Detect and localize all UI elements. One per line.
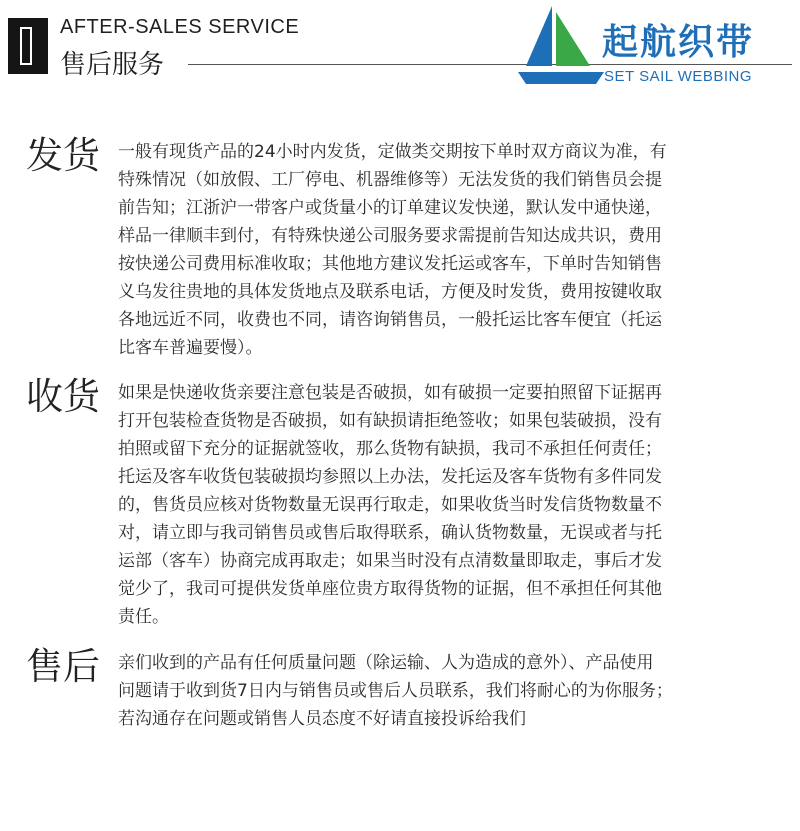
brand-logo	[518, 4, 778, 92]
header-chinese-title: 售后服务	[60, 50, 165, 80]
brand-english-name: SET SAIL WEBBING	[604, 68, 753, 85]
paragraph-line: 问题请于收到货7日内与销售员或售后人员联系，我们将耐心的为你服务；	[118, 681, 673, 701]
paragraph-line: 亲们收到的产品有任何质量问题（除运输、人为造成的意外）、产品使用	[118, 653, 654, 673]
paragraph-line: 对，请立即与我司销售员或售后取得联系，确认货物数量，无误或者与托	[118, 523, 662, 543]
section-title: 发货	[26, 134, 100, 177]
paragraph-line: 拍照或留下充分的证据就签收，那么货物有缺损，我司不承担任何责任；	[118, 439, 662, 459]
paragraph-line: 若沟通存在问题或销售人员态度不好请直接投诉给我们	[118, 709, 526, 729]
paragraph-line: 按快递公司费用标准收取；其他地方建议发托运或客车，下单时告知销售	[118, 254, 662, 274]
section-title: 售后	[26, 645, 100, 688]
sailboat-icon	[518, 4, 608, 92]
paragraph-line: 一般有现货产品的24小时内发货，定做类交期按下单时双方商议为准，有	[118, 142, 667, 162]
header-english-title: AFTER-SALES SERVICE	[60, 16, 300, 38]
section-title: 收货	[26, 375, 100, 418]
paragraph-line: 如果是快递收货亲要注意包装是否破损，如有破损一定要拍照留下证据再	[118, 383, 662, 403]
paragraph-line: 前告知；江浙沪一带客户或货量小的订单建议发快递，默认发中通快递，	[118, 198, 662, 218]
paragraph-line: 责任。	[118, 607, 169, 627]
paragraph-line: 特殊情况（如放假、工厂停电、机器维修等）无法发货的我们销售员会提	[118, 170, 662, 190]
page-header	[0, 0, 800, 100]
paragraph-line: 打开包装检查货物是否破损，如有缺损请拒绝签收；如果包装破损，没有	[118, 411, 662, 431]
paragraph-line: 觉少了，我司可提供发货单座位贵方取得货物的证据，但不承担任何其他	[118, 579, 662, 599]
paragraph-line: 运部（客车）协商完成再取走；如果当时没有点清数量即取走，事后才发	[118, 551, 662, 571]
header-logo-mark	[8, 18, 48, 74]
header-logo-mark-inner	[20, 27, 32, 65]
paragraph-line: 义乌发往贵地的具体发货地点及联系电话，方便及时发货，费用按键收取	[118, 282, 662, 302]
brand-chinese-name: 起航织带	[602, 22, 755, 63]
paragraph-line: 样品一律顺丰到付，有特殊快递公司服务要求需提前告知达成共识，费用	[118, 226, 662, 246]
paragraph-line: 各地远近不同，收费也不同，请咨询销售员，一般托运比客车便宜（托运	[118, 310, 662, 330]
paragraph-line: 的，售货员应核对货物数量无误再行取走，如果收货当时发信货物数量不	[118, 495, 662, 515]
paragraph-line: 比客车普遍要慢）。	[118, 338, 263, 358]
paragraph-line: 托运及客车收货包装破损均参照以上办法，发托运及客车货物有多件同发	[118, 467, 662, 487]
